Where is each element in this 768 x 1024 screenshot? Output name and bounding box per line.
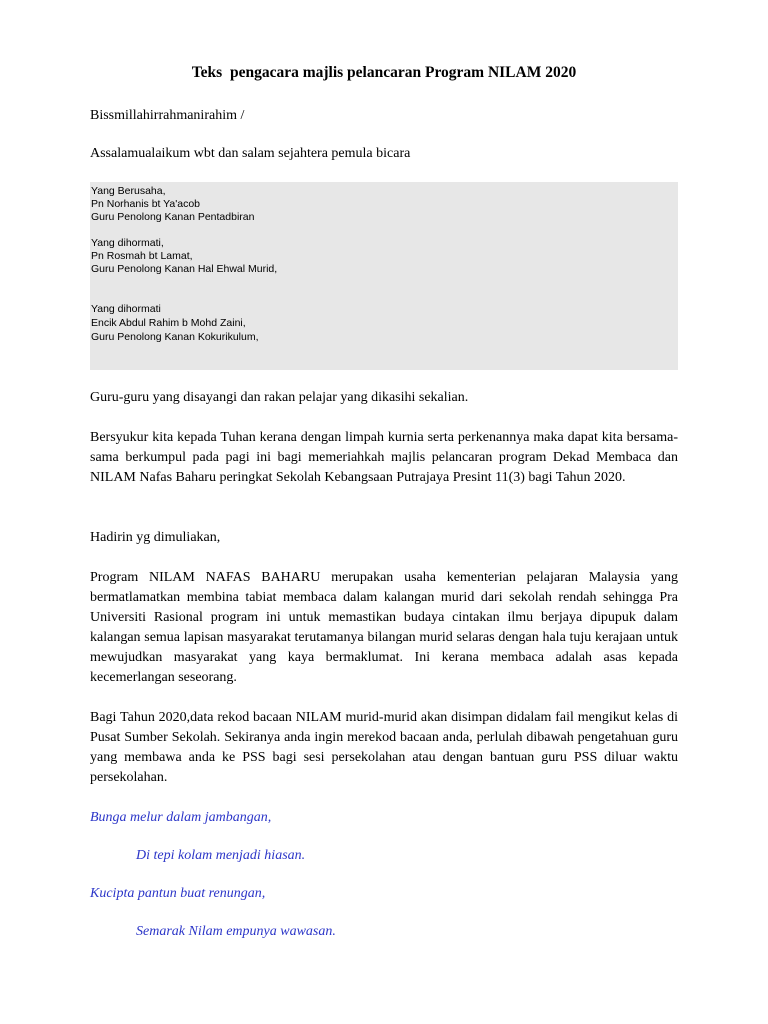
document-title: Teks pengacara majlis pelancaran Program NILAM 2020 (191, 64, 577, 81)
honorific-line: Yang Berusaha, (91, 185, 166, 197)
pantun-line-3: Kucipta pantun buat renungan, (90, 886, 266, 901)
honorific-line: Yang dihormati, (91, 237, 164, 249)
paragraph-bagi-tahun: Bagi Tahun 2020,data rekod bacaan NILAM murid-murid akan disimpan didalam fail mengikut kelas di Pusat Sumber Sekolah. Sekiranya anda ingin merekod bacaan anda, perlulah dibawah pengetahuan guru yang membawa anda ke PSS bagi sesi persekolahan atau dengan bantuan guru PSS diluar waktu persekolahan. (90, 710, 678, 785)
pantun-line-1: Bunga melur dalam jambangan, (90, 810, 272, 825)
honorific-line: Yang dihormati (91, 303, 161, 315)
pantun-line-4: Semarak Nilam empunya wawasan. (136, 924, 336, 939)
paragraph-bersyukur: Bersyukur kita kepada Tuhan kerana dengan limpah kurnia serta perkenannya maka dapat kita bersama-sama berkumpul pada pagi ini bagi memeriahkah majlis pelancaran program Dekad Membaca dan NILAM Nafas Baharu peringkat Sekolah Kebangsaan Putrajaya Presint 11(3) bagi Tahun 2020. (90, 430, 678, 485)
greeting-bismillah: Bissmillahirrahmanirahim / (90, 108, 245, 123)
honorifics-box (90, 182, 678, 370)
pantun-line-2: Di tepi kolam menjadi hiasan. (136, 848, 306, 863)
honorific-line: Pn Rosmah bt Lamat, (91, 250, 193, 262)
greeting-salam: Assalamualaikum wbt dan salam sejahtera pemula bicara (90, 146, 411, 161)
honorific-line: Encik Abdul Rahim b Mohd Zaini, (91, 317, 246, 329)
paragraph-program: Program NILAM NAFAS BAHARU merupakan usaha kementerian pelajaran Malaysia yang bermatlamatkan membina tabiat membaca dalam kalangan murid dari sekolah rendah sehingga Pra Universiti Rasional program ini untuk memastikan budaya cintakan ilmu berjaya dipupuk dalam kalangan semua lapisan masyarakat terutamanya bilangan murid selaras dengan hala tuju kerajaan untuk mewujudkan masyarakat yang kaya bermaklumat. Ini kerana membaca adalah asas kepada kecemerlangan seseorang. (90, 570, 678, 685)
honorific-line: Pn Norhanis bt Ya'acob (91, 198, 201, 210)
paragraph-audience: Guru-guru yang disayangi dan rakan pelajar yang dikasihi sekalian. (90, 390, 469, 405)
honorific-line: Guru Penolong Kanan Kokurikulum, (91, 331, 259, 343)
paragraph-hadirin: Hadirin yg dimuliakan, (90, 530, 221, 545)
honorific-line: Guru Penolong Kanan Hal Ehwal Murid, (91, 263, 278, 275)
honorific-line: Guru Penolong Kanan Pentadbiran (91, 211, 255, 223)
